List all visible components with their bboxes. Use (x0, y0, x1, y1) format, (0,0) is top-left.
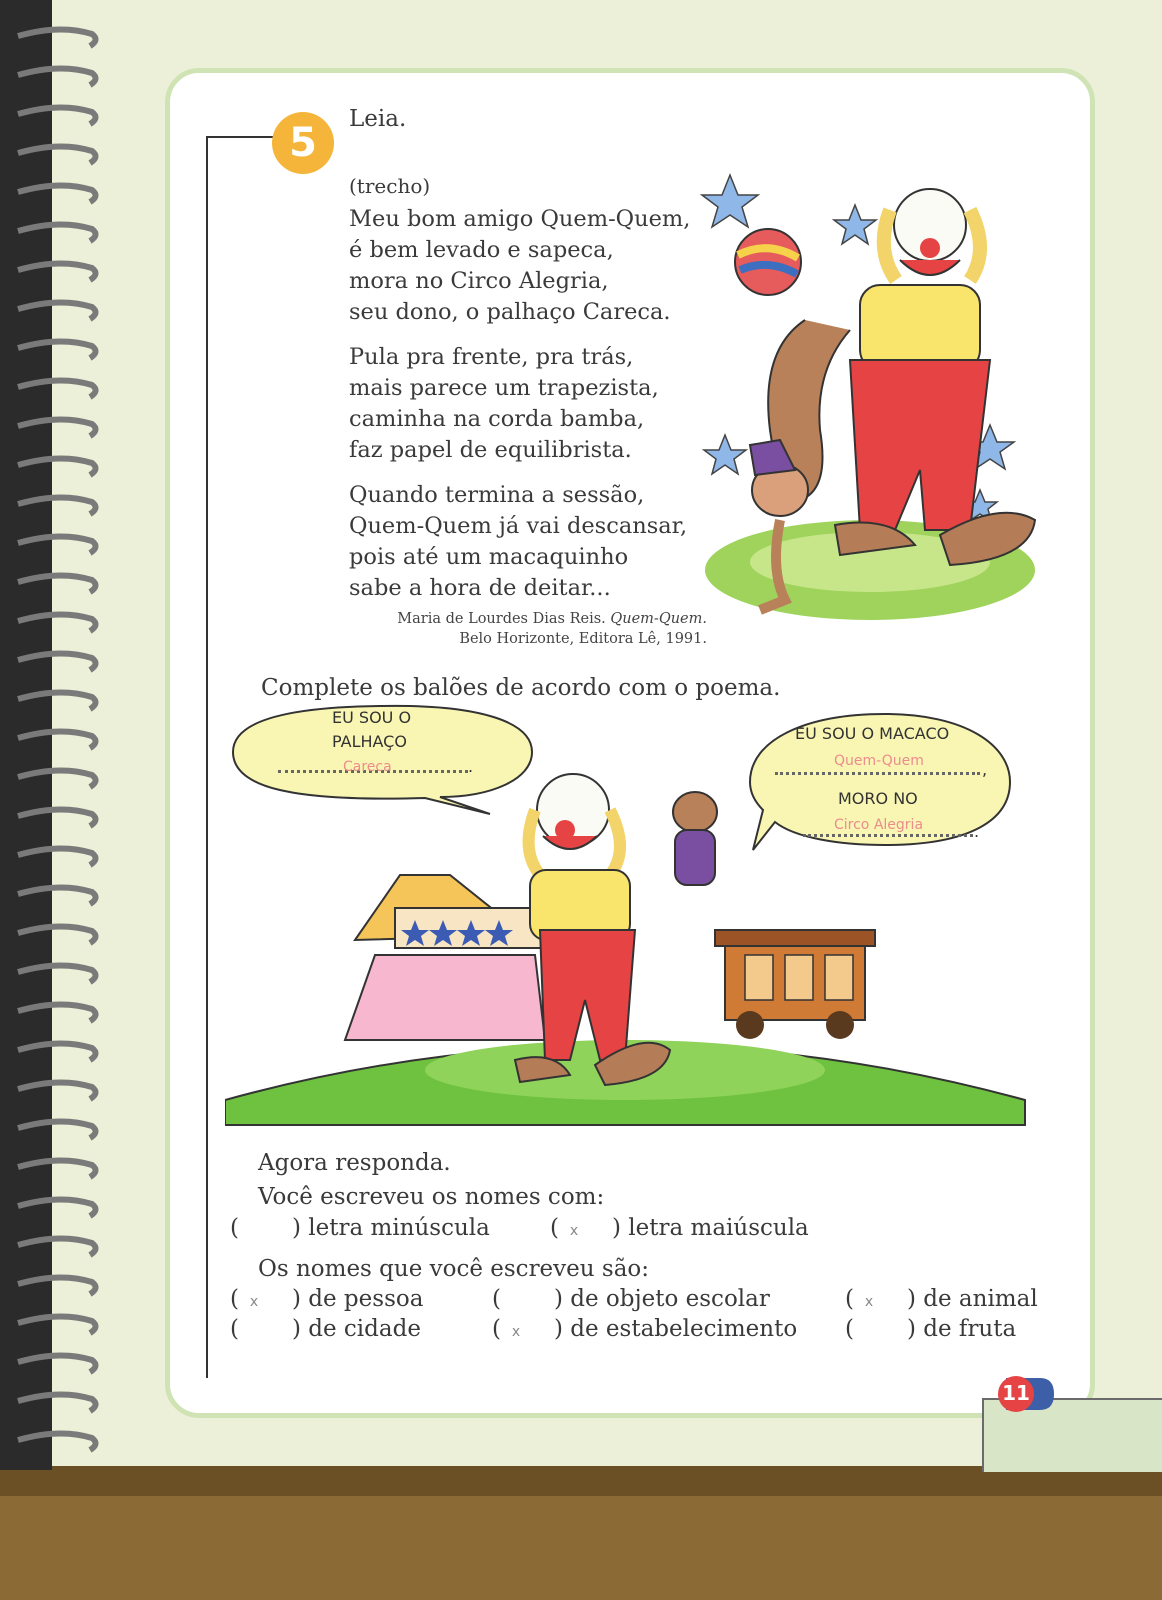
option-uppercase[interactable]: ( x ) letra maiúscula (550, 1215, 809, 1241)
book-cover-edge (0, 1466, 1162, 1600)
left-balloon-prompt-line1: EU SOU O (332, 708, 412, 727)
poem-line: seu dono, o palhaço Careca. (349, 299, 671, 325)
option-animal[interactable]: ( x ) de animal (845, 1286, 1038, 1312)
page-number: 11 (1002, 1381, 1030, 1405)
right-balloon-end2: . (974, 822, 980, 841)
option-label: ) de objeto escolar (554, 1286, 770, 1312)
left-balloon-end: . (468, 757, 474, 776)
citation-publication: Belo Horizonte, Editora Lê, 1991. (459, 631, 707, 647)
checkbox-mark[interactable]: x (511, 1324, 521, 1340)
poem-line: Meu bom amigo Quem-Quem, (349, 206, 691, 232)
exercise-number-badge: 5 (272, 112, 334, 174)
question-2-text: Os nomes que você escreveu são: (258, 1256, 650, 1282)
poem-line: é bem levado e sapeca, (349, 237, 614, 263)
option-fruit[interactable]: ( ) de fruta (845, 1316, 1017, 1342)
poem-line: Pula pra frente, pra trás, (349, 344, 634, 370)
checkbox-mark[interactable]: x (864, 1294, 874, 1310)
right-balloon-answer2: Circo Alegria (834, 817, 924, 833)
poem-line: faz papel de equilibrista. (349, 437, 632, 463)
right-balloon-prompt2: MORO NO (838, 789, 918, 808)
option-person[interactable]: ( x ) de pessoa (230, 1286, 424, 1312)
poem-line: pois até um macaquinho (349, 544, 629, 570)
option-label: ) letra maiúscula (612, 1215, 809, 1241)
option-city[interactable]: ( ) de cidade (230, 1316, 421, 1342)
option-label: ) de fruta (907, 1316, 1017, 1342)
option-label: ) letra minúscula (292, 1215, 490, 1241)
poem-stanza (349, 204, 690, 328)
exercise-heading: Leia. (349, 106, 407, 132)
option-label: ) de animal (907, 1286, 1038, 1312)
poem-citation (397, 609, 707, 649)
option-lowercase[interactable]: ( ) letra minúscula (230, 1215, 490, 1241)
checkbox-mark[interactable]: x (569, 1223, 579, 1239)
poem-line: Quando termina a sessão, (349, 482, 645, 508)
left-balloon-answer: Careca (343, 759, 392, 775)
option-establishment[interactable]: ( x ) de estabelecimento (492, 1316, 798, 1342)
checkbox-mark[interactable]: x (249, 1294, 259, 1310)
right-balloon-answer2-line (803, 834, 973, 837)
poem-line: mais parece um trapezista, (349, 375, 659, 401)
option-label: ) de cidade (292, 1316, 421, 1342)
citation-author: Maria de Lourdes Dias Reis. (397, 611, 606, 627)
right-balloon-answer1: Quem-Quem (834, 753, 924, 769)
spiral-binding (0, 0, 110, 1470)
poem-stanza (349, 342, 690, 466)
option-school-object[interactable]: ( ) de objeto escolar (492, 1286, 770, 1312)
right-balloon-prompt1: EU SOU O MACACO (795, 724, 950, 743)
left-balloon-prompt-line2: PALHAÇO (332, 732, 407, 751)
poem-line: mora no Circo Alegria, (349, 268, 609, 294)
poem-stanza (349, 480, 690, 604)
poem-line: Quem-Quem já vai descansar, (349, 513, 688, 539)
balloon-instruction: Complete os balões de acordo com o poema. (261, 675, 781, 701)
question-1-text: Você escreveu os nomes com: (258, 1184, 605, 1210)
poem-line: sabe a hora de deitar... (349, 575, 611, 601)
clown-monkey-illustration (700, 170, 1050, 630)
poem (349, 171, 690, 618)
poem-line: caminha na corda bamba, (349, 406, 645, 432)
excerpt-label: (trecho) (349, 174, 431, 198)
right-balloon-end1: , (982, 760, 988, 779)
right-balloon-answer1-line (775, 772, 980, 775)
questions-intro: Agora responda. (258, 1150, 451, 1176)
citation-title: Quem-Quem. (610, 611, 707, 627)
option-label: ) de estabelecimento (554, 1316, 798, 1342)
option-label: ) de pessoa (292, 1286, 424, 1312)
